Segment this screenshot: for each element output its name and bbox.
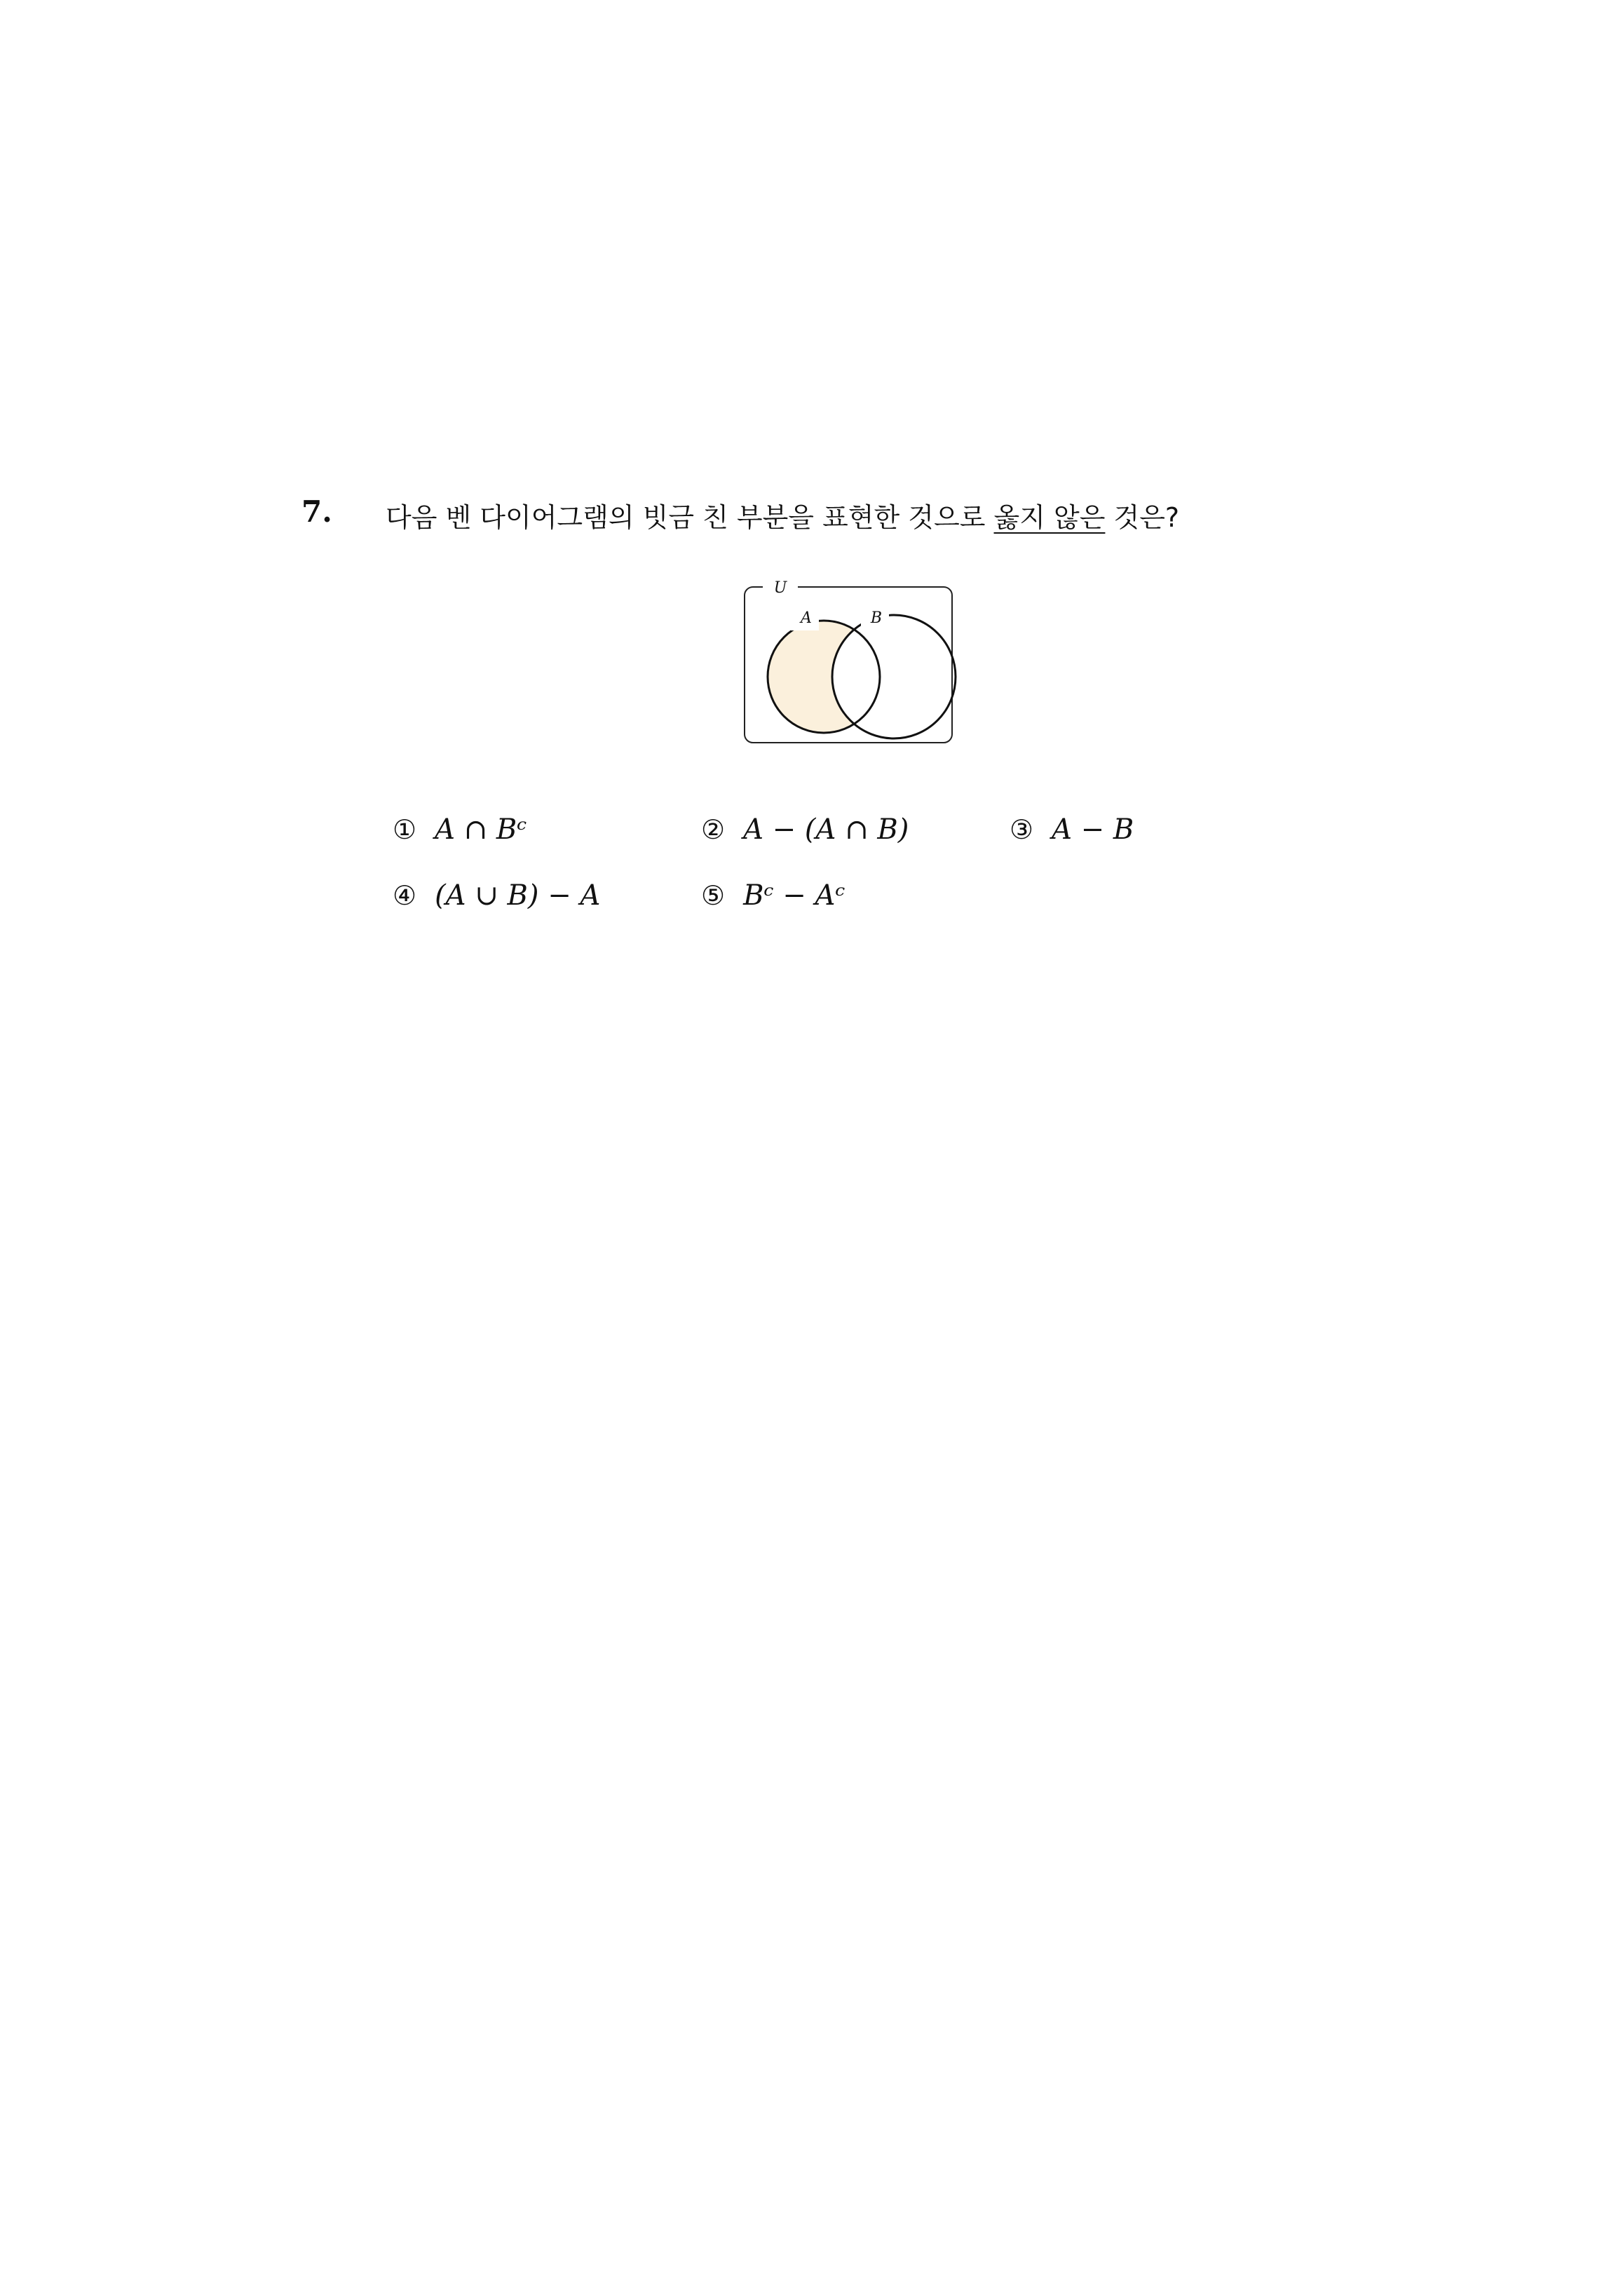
answer-choices [393, 813, 1234, 954]
choice-number: ② [701, 814, 726, 845]
choice-5[interactable] [701, 879, 846, 912]
set-a-label: A [801, 609, 812, 627]
choice-2[interactable] [701, 813, 909, 846]
venn-diagram [729, 565, 967, 750]
question [294, 494, 1346, 543]
universe-label: U [773, 579, 787, 597]
question-text-underlined: 옳지 않은 [993, 502, 1106, 533]
choice-number: ④ [393, 880, 417, 911]
choice-expression: (A ∪ B) − A [435, 879, 601, 912]
set-b-label: B [870, 609, 883, 627]
choice-expression: Bᶜ − Aᶜ [743, 879, 846, 912]
choice-1[interactable] [393, 813, 527, 846]
question-text-after: 것은? [1105, 502, 1180, 533]
choice-expression: A ∩ Bᶜ [435, 813, 527, 846]
choice-number: ③ [1010, 814, 1034, 845]
choice-number: ① [393, 814, 417, 845]
question-text-before: 다음 벤 다이어그램의 빗금 친 부분을 표현한 것으로 [386, 502, 994, 533]
question-number: 7. [301, 494, 332, 529]
choice-4[interactable] [393, 879, 600, 912]
choice-expression: A − (A ∩ B) [743, 813, 909, 846]
question-text [386, 496, 1179, 534]
choice-3[interactable] [1010, 813, 1134, 846]
choice-number: ⑤ [701, 880, 726, 911]
choice-expression: A − B [1052, 813, 1134, 846]
